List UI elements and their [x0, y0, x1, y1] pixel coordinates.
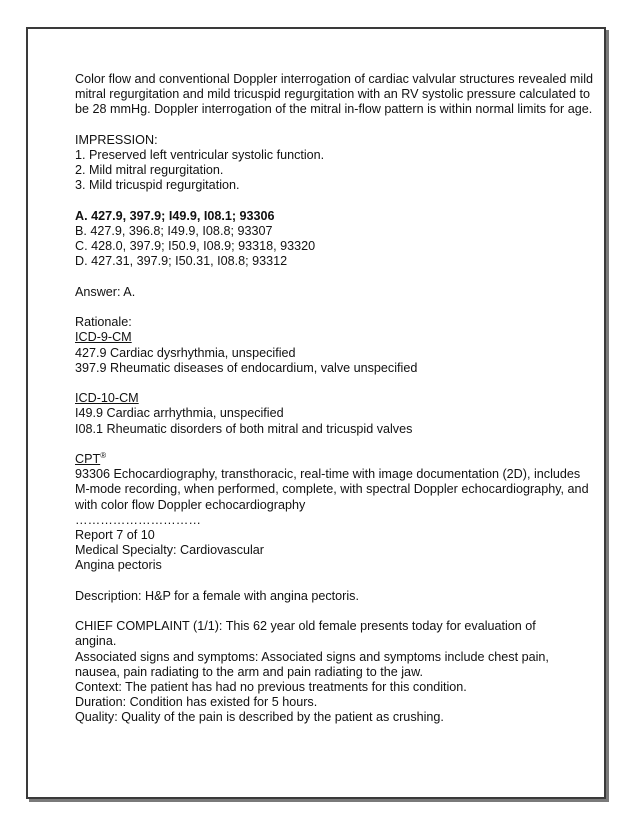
chief-complaint-cont: angina.: [75, 634, 117, 649]
icd9-item: 427.9 Cardiac dysrhythmia, unspecified: [75, 345, 296, 360]
impression-heading: IMPRESSION:: [75, 132, 158, 147]
report-title: Angina pectoris: [75, 558, 162, 573]
option-b: B. 427.9, 396.8; I49.9, I08.8; 93307: [75, 224, 273, 238]
associated-signs: Associated signs and symptoms: Associated signs and symptoms include chest pain,: [75, 649, 549, 664]
dotted-separator: …………………………: [75, 512, 201, 527]
icd9-heading: ICD-9-CM: [75, 330, 132, 345]
impression-item: 1. Preserved left ventricular systolic function.: [75, 148, 325, 162]
option-d: D. 427.31, 397.9; I50.31, I08.8; 93312: [75, 254, 288, 269]
icd10-heading: ICD-10-CM: [75, 391, 139, 406]
associated-signs-cont: nausea, pain radiating to the arm and pain radiating to the jaw.: [75, 664, 423, 679]
cpt-heading: CPT: [75, 451, 101, 466]
cpt-description: 93306 Echocardiography, transthoracic, real-time with image documentation (2D), includes M-mode recording, when performed, complete, with spectral Doppler echocardiography, and with color flow Doppler echocardiography: [75, 467, 589, 512]
icd10-item: I08.1 Rheumatic disorders of both mitral and tricuspid valves: [75, 421, 413, 436]
impression-item: 2. Mild mitral regurgitation.: [75, 163, 224, 178]
icd10-item: I49.9 Cardiac arrhythmia, unspecified: [75, 406, 284, 421]
option-a: A. 427.9, 397.9; I49.9, I08.1; 93306: [75, 208, 275, 223]
document-body: [75, 72, 595, 726]
icd9-item: 397.9 Rheumatic diseases of endocardium, valve unspecified: [75, 360, 418, 375]
quality: Quality: Quality of the pain is described by the patient as crushing.: [75, 710, 444, 725]
registered-mark: ®: [100, 450, 107, 460]
report-header: Report 7 of 10: [75, 528, 155, 542]
rationale-heading: Rationale:: [75, 315, 132, 330]
report-specialty: Medical Specialty: Cardiovascular: [75, 543, 264, 558]
chief-complaint: CHIEF COMPLAINT (1/1): This 62 year old female presents today for evaluation of: [75, 619, 536, 634]
impression-item: 3. Mild tricuspid regurgitation.: [75, 178, 240, 193]
context: Context: The patient has had no previous treatments for this condition.: [75, 680, 467, 694]
option-c: C. 428.0, 397.9; I50.9, I08.9; 93318, 93320: [75, 239, 316, 254]
duration: Duration: Condition has existed for 5 hours.: [75, 695, 318, 710]
doppler-paragraph: Color flow and conventional Doppler interrogation of cardiac valvular structures revealed mild mitral regurgitation and mild tricuspid regurgitation with an RV systolic pressure calculated to be 28 mmHg. Doppler interrogation of the mitral in-flow pattern is within normal limits for age.: [75, 72, 594, 117]
answer: Answer: A.: [75, 284, 136, 299]
report-description: Description: H&P for a female with angina pectoris.: [75, 588, 359, 603]
